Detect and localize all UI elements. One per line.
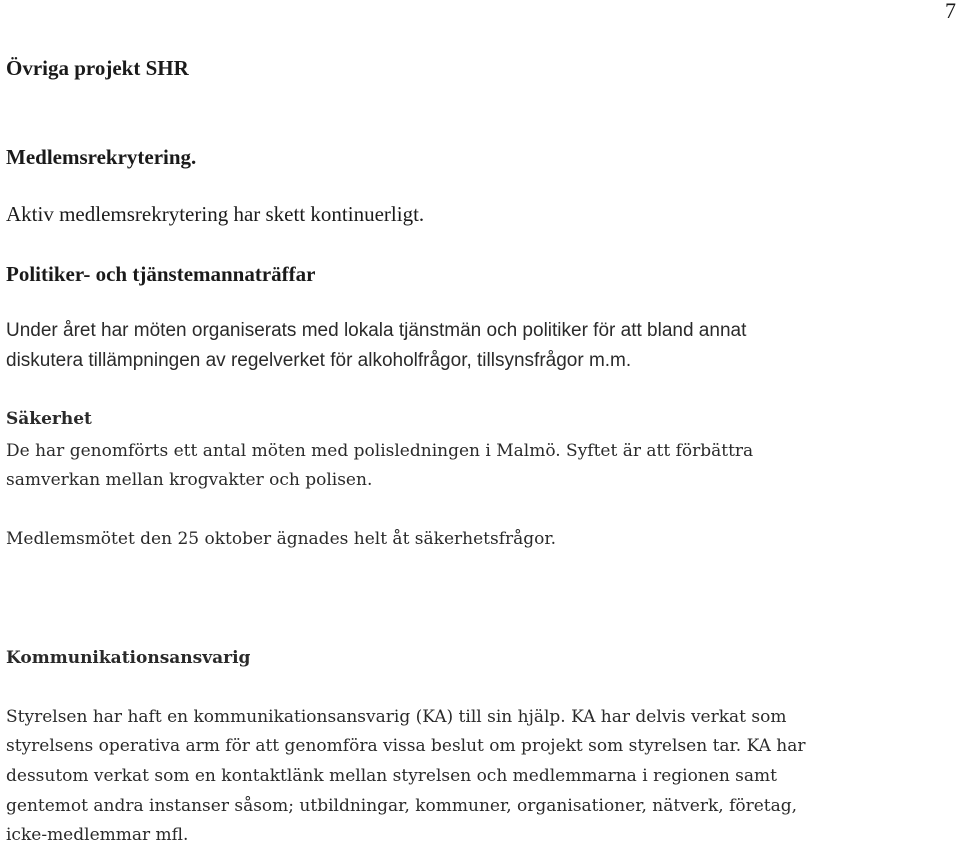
safety-text-line-2: samverkan mellan krogvakter och polisen. [6, 470, 373, 490]
communication-text-line-2: styrelsens operativa arm för att genomföra vissa beslut om projekt som styrelsen tar. KA har [6, 736, 806, 756]
membership-heading: Medlemsrekrytering. [6, 145, 197, 169]
politicians-text-line-1: Under året har möten organiserats med lokala tjänstmän och politiker för att bland annat [6, 320, 747, 341]
communication-text-line-4: gentemot andra instanser såsom; utbildningar, kommuner, organisationer, nätverk, företag, [6, 796, 798, 816]
politicians-heading: Politiker- och tjänstemannaträffar [6, 262, 316, 286]
communication-text-line-1: Styrelsen har haft en kommunikationsansvarig (KA) till sin hjälp. KA har delvis verkat som [6, 707, 787, 727]
safety-heading: Säkerhet [6, 409, 92, 429]
safety-text-line-1: De har genomförts ett antal möten med polisledningen i Malmö. Syftet är att förbättra [6, 441, 754, 461]
communication-heading: Kommunikationsansvarig [6, 648, 251, 668]
communication-text-line-5: icke-medlemmar mfl. [6, 825, 189, 845]
main-heading: Övriga projekt SHR [6, 56, 189, 80]
safety-meeting-text: Medlemsmötet den 25 oktober ägnades helt åt säkerhetsfrågor. [6, 529, 557, 549]
page-number: 7 [945, 0, 956, 23]
membership-text: Aktiv medlemsrekrytering har skett kontinuerligt. [6, 202, 425, 226]
communication-text-line-3: dessutom verkat som en kontaktlänk mellan styrelsen och medlemmarna i regionen samt [6, 766, 777, 786]
politicians-text-line-2: diskutera tillämpningen av regelverket för alkoholfrågor, tillsynsfrågor m.m. [6, 350, 632, 371]
